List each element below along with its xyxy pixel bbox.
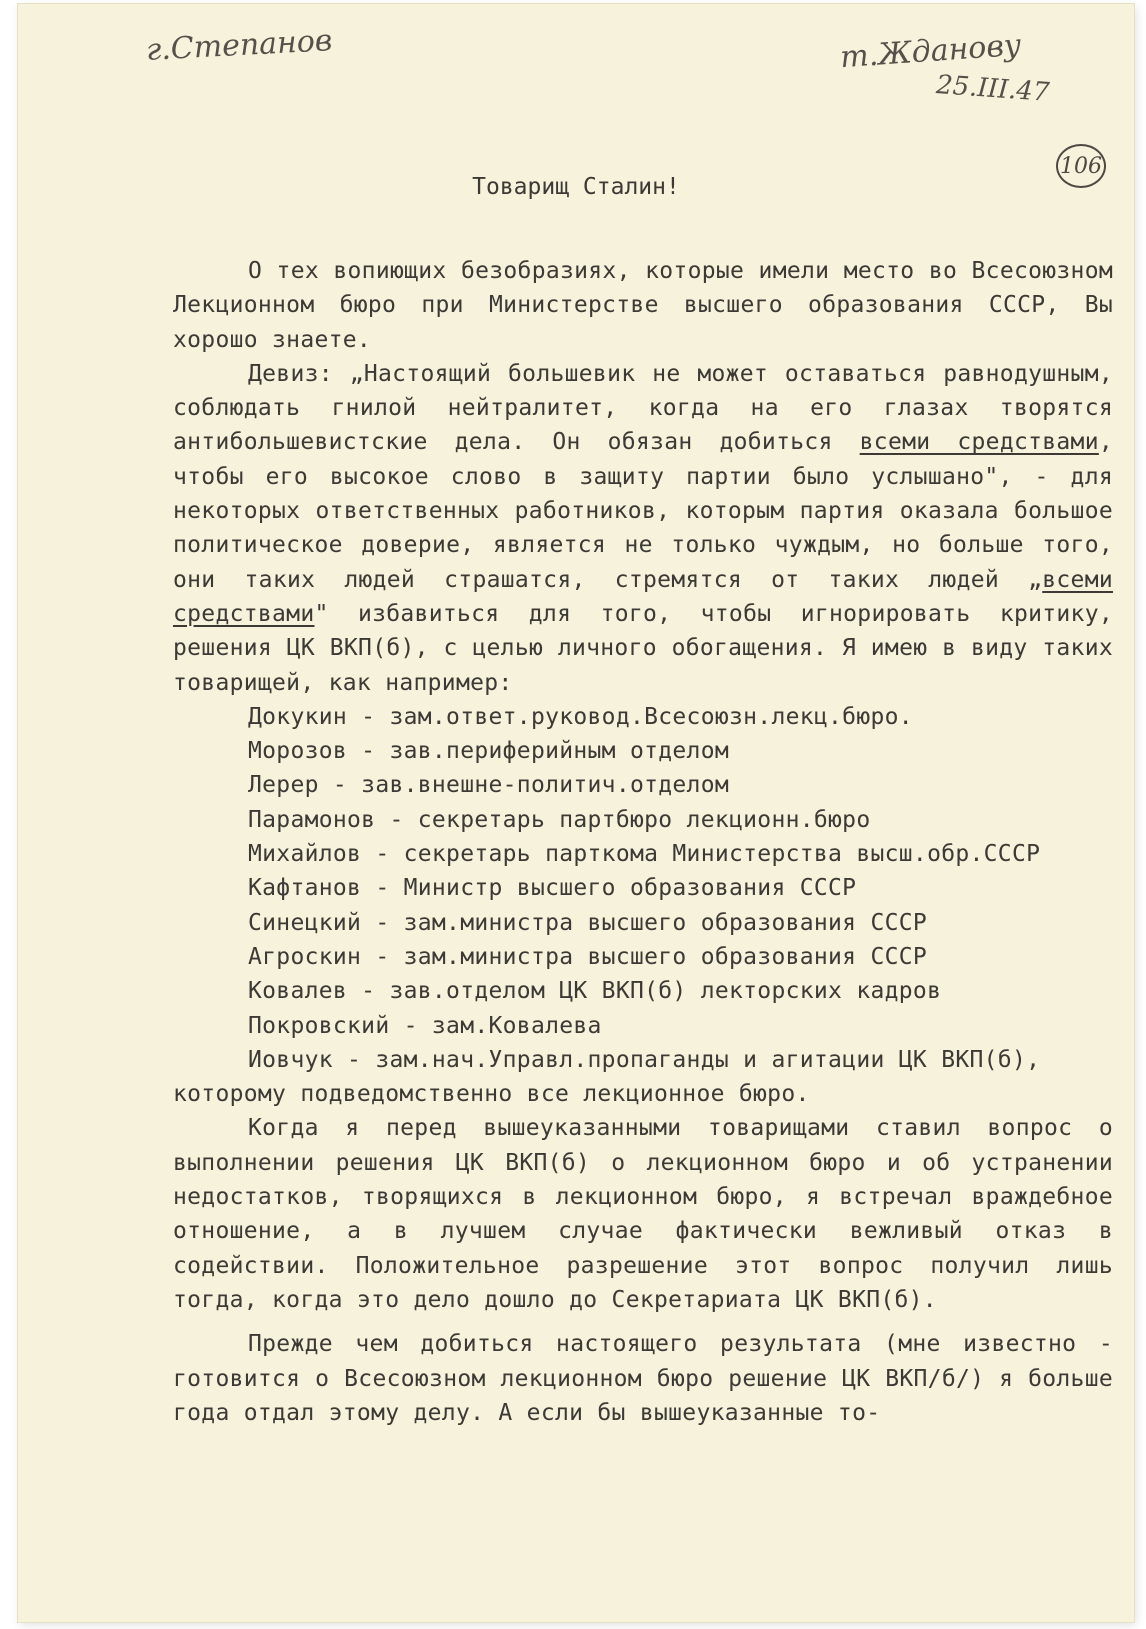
staff-item: Морозов - зав.периферийным отделом: [248, 738, 730, 765]
staff-item: Парамонов - секретарь партбюро лекционн.бюро: [248, 806, 871, 833]
letter-salutation: Товарищ Сталин!: [472, 174, 680, 200]
document-page: [18, 4, 1134, 1622]
motto-text-2: , чтобы его высокое слово в защиту партии было услышано", - для некоторых ответственных работников, которым партия оказала большое политическое доверие, является не только чуждым, но больше того, они таких людей страшатся, стремятся от таких людей „: [173, 429, 1114, 593]
motto-text-1: Девиз: „Настоящий большевик не может оставаться равнодушным, соблюдать гнилой нейтралитет, когда на его глазах творятся антибольшевистские дела. Он обязан добиться: [173, 360, 1113, 456]
handwritten-note-addressee: г.Степанов: [145, 23, 334, 68]
staff-item-last: Иовчук - зам.нач.Управл.пропаганды и агитации ЦК ВКП(б),: [248, 1046, 1041, 1073]
handwritten-date: 25.III.47: [935, 70, 1051, 108]
staff-list: [173, 700, 1113, 1112]
paragraph-intro: О тех вопиющих безобразиях, которые имели место во Всесоюзном Лекционном бюро при Министерстве высшего образования СССР, Вы хорошо знаете.: [173, 258, 1113, 353]
circled-page-number: 106: [1056, 144, 1106, 188]
staff-item: Агроскин - зам.министра высшего образования СССР: [248, 943, 928, 970]
staff-item: Синецкий - зам.министра высшего образования СССР: [248, 909, 928, 936]
staff-item: Покровский - зам.Ковалева: [248, 1012, 602, 1039]
staff-item: Докукин - зам.ответ.руковод.Всесоюзн.лекц.бюро.: [248, 703, 913, 730]
paragraph-result: Прежде чем добиться настоящего результата (мне известно - готовится о Всесоюзном лекционном бюро решение ЦК ВКП/б/) я больше года отдал этому делу. А если бы вышеуказанные то-: [173, 1331, 1113, 1426]
motto-emphasis-2: всеми средствами: [173, 566, 1113, 627]
staff-item: Михайлов - секретарь парткома Министерства высш.обр.СССР: [248, 841, 1041, 868]
staff-item: Кафтанов - Министр высшего образования СССР: [248, 875, 857, 902]
staff-item: Лерер - зав.внешне-политич.отделом: [248, 772, 730, 799]
staff-item-last-continuation: которому подведомственно все лекционное бюро.: [173, 1081, 810, 1108]
paragraph-motto: [173, 357, 1113, 700]
staff-item: Ковалев - зав.отделом ЦК ВКП(б) лекторских кадров: [248, 978, 942, 1005]
letter-body: [173, 254, 1113, 1430]
handwritten-note-recipient: т.Жданову: [839, 27, 1023, 76]
motto-emphasis-1: всеми средствами: [859, 429, 1099, 456]
paragraph-requests: Когда я перед вышеуказанными товарищами ставил вопрос о выполнении решения ЦК ВКП(б) о лекционном бюро и об устранении недостатков, творящихся в лекционном бюро, я встречал враждебное отношение, а в лучшем случае фактически вежливый отказ в содействии. Положительное разрешение этот вопрос получил лишь тогда, когда это дело дошло до Секретариата ЦК ВКП(б).: [173, 1115, 1113, 1313]
motto-text-3: " избавиться для того, чтобы игнорировать критику, решения ЦК ВКП(б), с целью личного обогащения. Я имею в виду таких товарищей, как например:: [173, 600, 1113, 696]
